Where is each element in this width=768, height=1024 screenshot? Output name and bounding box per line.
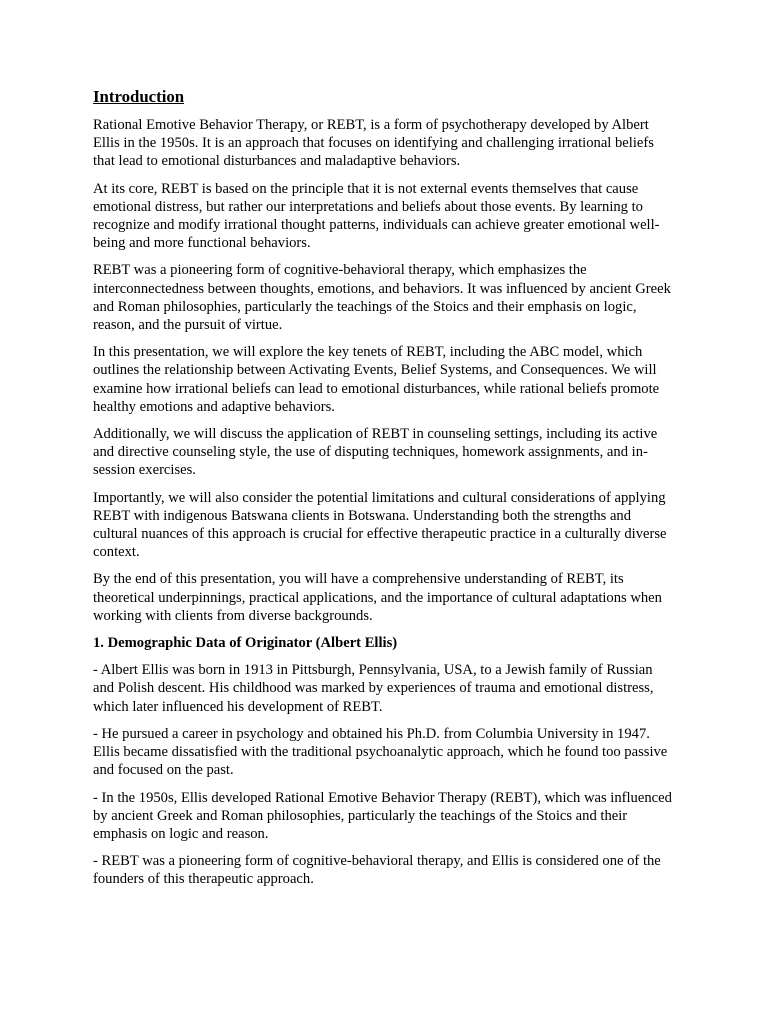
intro-paragraph: Rational Emotive Behavior Therapy, or REBT, is a form of psychotherapy developed by Albert Ellis in the 1950s. It is an approach that focuses on identifying and challenging irrational beliefs that lead to emotional disturbances and maladaptive behaviors. xyxy=(93,117,654,170)
intro-paragraph: Importantly, we will also consider the potential limitations and cultural considerations of applying REBT with indigenous Batswana clients in Botswana. Understanding both the strengths and cultural nuances of this approach is crucial for effective therapeutic practice in a culturally diverse context. xyxy=(93,489,667,561)
document-body xyxy=(93,86,677,898)
section-item: - In the 1950s, Ellis developed Rational Emotive Behavior Therapy (REBT), which was influenced by ancient Greek and Roman philosophies, particularly the teachings of the Stoics and their emphasis on logic and reason. xyxy=(93,789,672,842)
intro-paragraph: At its core, REBT is based on the principle that it is not external events themselves that cause emotional distress, but rather our interpretations and beliefs about those events. By learning to recognize and modify irrational thought patterns, individuals can achieve greater emotional well-being and more functional behaviors. xyxy=(93,180,660,252)
section-item: - He pursued a career in psychology and obtained his Ph.D. from Columbia University in 1947. Ellis became dissatisfied with the traditional psychoanalytic approach, which he found too passive and focused on the past. xyxy=(93,725,668,779)
intro-paragraph: REBT was a pioneering form of cognitive-behavioral therapy, which emphasizes the interconnectedness between thoughts, emotions, and behaviors. It was influenced by ancient Greek and Roman philosophies, particularly the teachings of the Stoics and their emphasis on logic, reason, and the pursuit of virtue. xyxy=(93,262,671,334)
page-title: Introduction xyxy=(93,87,185,106)
intro-paragraph: Additionally, we will discuss the application of REBT in counseling settings, including its active and directive counseling style, the use of disputing techniques, homework assignments, and in-session exercises. xyxy=(93,426,658,479)
section-heading: 1. Demographic Data of Originator (Albert Ellis) xyxy=(93,635,398,652)
section-item: - Albert Ellis was born in 1913 in Pittsburgh, Pennsylvania, USA, to a Jewish family of Russian and Polish descent. His childhood was marked by experiences of trauma and emotional distress, which later influenced his development of REBT. xyxy=(93,662,654,715)
section-item: - REBT was a pioneering form of cognitive-behavioral therapy, and Ellis is considered one of the founders of this therapeutic approach. xyxy=(93,853,661,888)
intro-paragraph: In this presentation, we will explore the key tenets of REBT, including the ABC model, which outlines the relationship between Activating Events, Belief Systems, and Consequences. We will examine how irrational beliefs can lead to emotional disturbances, while rational beliefs promote healthy emotions and adaptive behaviors. xyxy=(93,344,660,415)
intro-paragraph: By the end of this presentation, you will have a comprehensive understanding of REBT, its theoretical underpinnings, practical applications, and the importance of cultural adaptations when working with clients from diverse backgrounds. xyxy=(93,571,662,624)
